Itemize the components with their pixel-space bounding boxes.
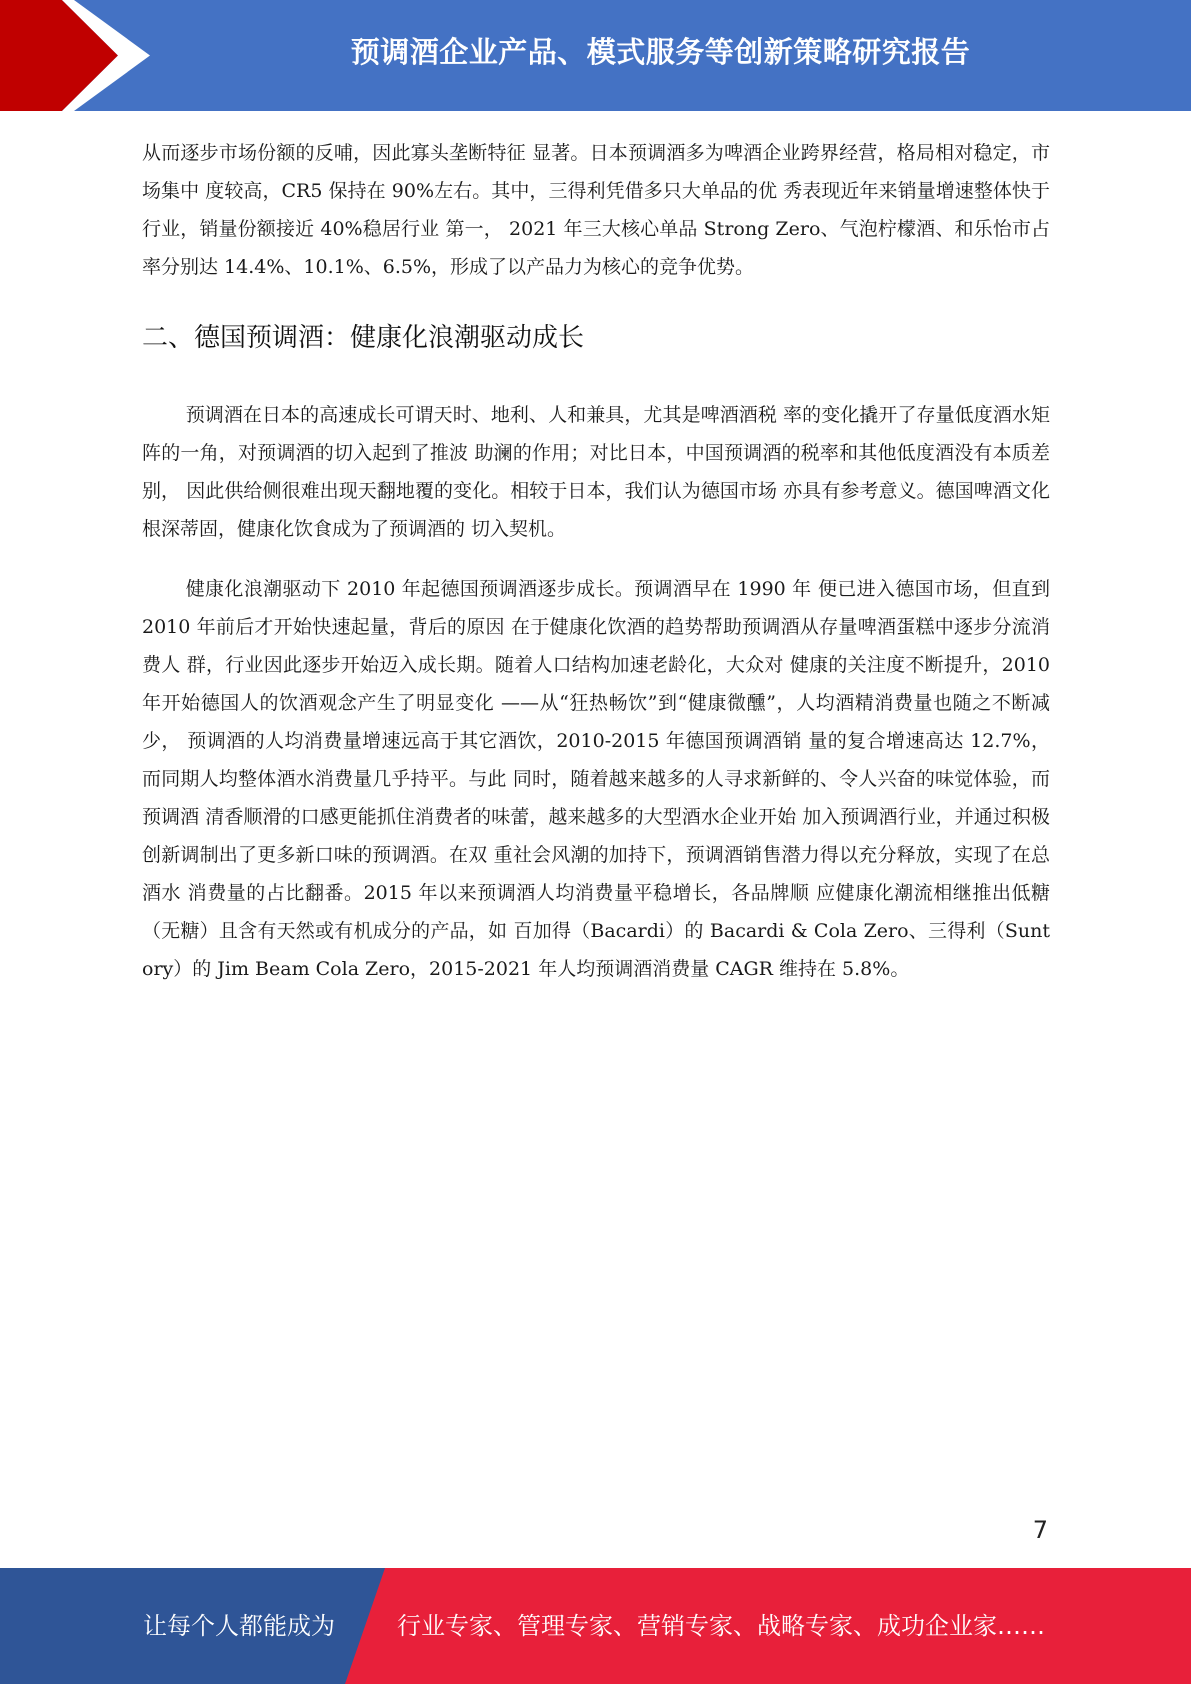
page-number: 7 [1032, 1516, 1048, 1544]
paragraph-spacer [142, 548, 1050, 570]
page-header [0, 0, 1191, 111]
paragraph-2: 健康化浪潮驱动下 2010 年起德国预调酒逐步成长。预调酒早在 1990 年 便已进入德国市场，但直到 2010 年前后才开始快速起量，背后的原因 在于健康化饮酒的趋势帮助预调酒从存量啤酒蛋糕中逐步分流消费人 群，行业因此逐步开始迈入成长期。随着人口结构加速老龄化，大众对 健康的关注度不断提升，2010 年开始德国人的饮酒观念产生了明显变化 ——从“狂热畅饮”到“健康微醺”，人均酒精消费量也随之不断减少， 预调酒的人均消费量增速远高于其它酒饮，2010-2015 年德国预调酒销 量的复合增速高达 12.7%，而同期人均整体酒水消费量几乎持平。与此 同时，随着越来越多的人寻求新鲜的、令人兴奋的味觉体验，而预调酒 清香顺滑的口感更能抓住消费者的味蕾，越来越多的大型酒水企业开始 加入预调酒行业，并通过积极创新调制出了更多新口味的预调酒。在双 重社会风潮的加持下，预调酒销售潜力得以充分释放，实现了在总酒水 消费量的占比翻番。2015 年以来预调酒人均消费量平稳增长，各品牌顺 应健康化潮流相继推出低糖（无糖）且含有天然或有机成分的产品，如 百加得（Bacardi）的 Bacardi & Cola Zero、三得利（Suntory）的 Jim Beam Cola Zero，2015-2021 年人均预调酒消费量 CAGR 维持在 5.8%。 [142, 578, 1050, 980]
header-title: 预调酒企业产品、模式服务等创新策略研究报告 [350, 35, 971, 69]
header-arrow-logo-icon [0, 0, 160, 111]
paragraph-continued: 从而逐步市场份额的反哺，因此寡头垄断特征 显著。日本预调酒多为啤酒企业跨界经营，格局相对稳定，市场集中 度较高，CR5 保持在 90%左右。其中，三得利凭借多只大单品的优 秀表现近年来销量增速整体快于行业，销量份额接近 40%稳居行业 第一， 2021 年三大核心单品 Strong Zero、气泡柠檬酒、和乐怡市占 率分别达 14.4%、10.1%、6.5%，形成了以产品力为核心的竞争优势。 [142, 142, 1050, 278]
footer-slogan-right: 行业专家、管理专家、营销专家、战略专家、成功企业家…… [397, 1612, 1045, 1640]
footer-slogan-left: 让每个人都能成为 [143, 1612, 335, 1640]
document-body [142, 134, 1050, 988]
section-heading: 二、德国预调酒：健康化浪潮驱动成长 [142, 323, 585, 353]
paragraph-1: 预调酒在日本的高速成长可谓天时、地利、人和兼具，尤其是啤酒酒税 率的变化撬开了存量低度酒水矩阵的一角，对预调酒的切入起到了推波 助澜的作用；对比日本，中国预调酒的税率和其他低度酒没有本质差别， 因此供给侧很难出现天翻地覆的变化。相较于日本，我们认为德国市场 亦具有参考意义。德国啤酒文化根深蒂固，健康化饮食成为了预调酒的 切入契机。 [142, 404, 1050, 540]
page-footer [0, 1568, 1191, 1684]
